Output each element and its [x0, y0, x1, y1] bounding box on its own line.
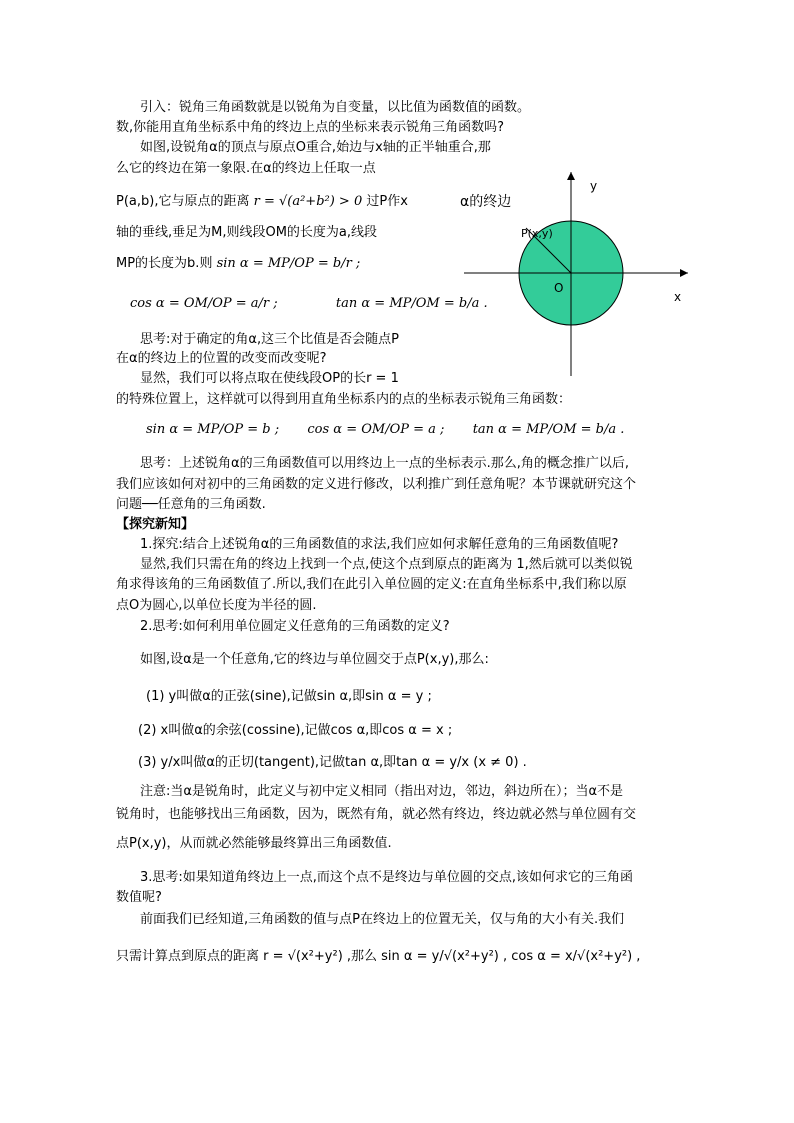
- note-line-1: 注意:当α是锐角时，此定义与初中定义相同（指出对边，邻边，斜边所在）；当α不是: [140, 784, 624, 799]
- think3-line-1: 3.思考:如果知道角终边上一点,而这个点不是终边与单位圆的交点,该如何求它的三角函: [140, 870, 634, 885]
- tan-formula-acute: tan α = MP/OM = b/a .: [335, 296, 488, 311]
- think1-formulas: [146, 421, 624, 439]
- cos-formula-unit: cos α = OM/OP = a ;: [307, 422, 445, 437]
- segment-mp-text: MP的长度为b.则: [116, 256, 213, 271]
- intro-line-1: 引入：锐角三角函数就是以锐角为自变量，以比值为函数值的函数。: [140, 100, 531, 115]
- perpendicular-text: 过P作x: [366, 194, 408, 209]
- x-axis-arrow: [680, 269, 688, 277]
- explore-line-1: 1.探究:结合上述锐角α的三角函数值的求法,我们应如何求解任意角的三角函数值呢?: [140, 537, 619, 552]
- explore-line-2: 显然,我们只需在角的终边上找到一个点,使这个点到原点的距离为 1,然后就可以类似锐: [140, 557, 633, 572]
- intro-line-4: 么它的终边在第一象限.在α的终边上任取一点: [116, 161, 376, 176]
- section-title: 【探究新知】: [116, 517, 195, 532]
- point-p-label: P(x,y): [521, 227, 553, 240]
- point-p-text: P(a,b),它与原点的距离: [116, 194, 250, 209]
- x-axis-label: x: [674, 290, 682, 304]
- intro-line-7: [116, 255, 360, 273]
- definition-tangent: (3) y/x叫做α的正切(tangent),记做tan α,即tan α = y/x (x ≠ 0) .: [138, 755, 527, 770]
- think1-line-1: 思考:对于确定的角α,这三个比值是否会随点P: [140, 332, 399, 347]
- intro-line-8: [130, 295, 488, 313]
- sin-formula-acute: sin α = MP/OP = b/r ;: [216, 256, 361, 271]
- think1-line-2: 在α的终边上的位置的改变而改变呢?: [116, 351, 327, 366]
- think2-line-1: 思考：上述锐角α的三角函数值可以用终边上一点的坐标表示.那么,角的概念推广以后,: [140, 456, 629, 471]
- think1-line-4: 的特殊位置上，这样就可以得到用直角坐标系内的点的坐标表示锐角三角函数：: [116, 392, 572, 407]
- definition-sine: (1) y叫做α的正弦(sine),记做sin α,即sin α = y ;: [146, 689, 432, 704]
- intro-line-5: [116, 193, 408, 211]
- definition-cosine: (2) x叫做α的余弦(cossine),记做cos α,即cos α = x ;: [138, 723, 453, 738]
- note-line-3: 点P(x,y)，从而就必然能够最终算出三角函数值.: [116, 836, 392, 851]
- intro-line-3: 如图,设锐角α的顶点与原点O重合,始边与x轴的正半轴重合,那: [140, 140, 491, 155]
- cos-formula-acute: cos α = OM/OP = a/r ;: [130, 296, 278, 311]
- explore-line-3: 角求得该角的三角函数值了.所以,我们在此引入单位圆的定义:在直角坐标系中,我们称以原: [116, 577, 627, 592]
- tan-formula-unit: tan α = MP/OM = b/a .: [472, 422, 625, 437]
- intro-line-2: 数,你能用直角坐标系中角的终边上点的坐标来表示锐角三角函数吗?: [116, 120, 505, 135]
- y-axis-label: y: [590, 179, 598, 193]
- intro-line-6: 轴的垂线,垂足为M,则线段OM的长度为a,线段: [116, 225, 378, 240]
- think2-line-3: 问题──任意角的三角函数.: [116, 497, 266, 512]
- explore-line-5: 2.思考:如何利用单位圆定义任意角的三角函数的定义?: [140, 619, 450, 634]
- think3-line-2: 数值呢?: [116, 890, 162, 905]
- sin-formula-unit: sin α = MP/OP = b ;: [146, 422, 280, 437]
- origin-label: O: [554, 281, 564, 295]
- radius-formula: r = √(a²+b²) > 0: [253, 194, 363, 209]
- unit-circle-diagram: [460, 170, 700, 380]
- think1-line-3: 显然，我们可以将点取在使线段OP的长r = 1: [140, 371, 399, 386]
- explore-line-4: 点O为圆心,以单位长度为半径的圆.: [116, 598, 317, 613]
- y-axis-arrow: [567, 172, 575, 180]
- explore-line-6: 如图,设α是一个任意角,它的终边与单位圆交于点P(x,y),那么:: [140, 652, 489, 667]
- think3-line-3: 前面我们已经知道,三角函数的值与点P在终边上的位置无关，仅与角的大小有关.我们: [140, 912, 625, 927]
- think3-line-4: 只需计算点到原点的距离 r = √(x²+y²) ,那么 sin α = y/√(x²+y²) , cos α = x/√(x²+y²) ,: [116, 949, 641, 964]
- terminal-side-label: α的终边: [460, 194, 512, 210]
- think2-line-2: 我们应该如何对初中的三角函数的定义进行修改，以利推广到任意角呢？本节课就研究这个: [116, 477, 637, 492]
- note-line-2: 锐角时，也能够找出三角函数，因为，既然有角，就必然有终边，终边就必然与单位圆有交: [116, 807, 637, 822]
